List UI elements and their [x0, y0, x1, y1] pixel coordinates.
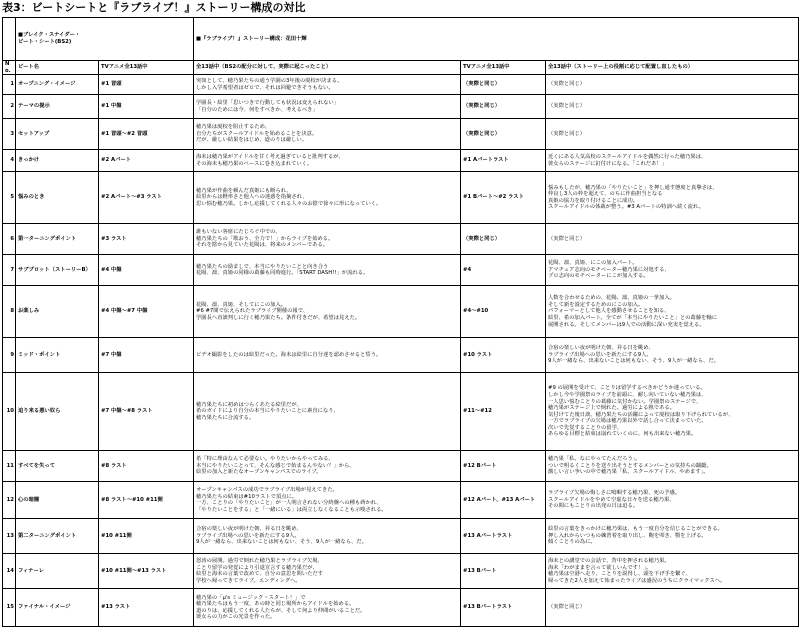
beat-name: フィナーレ: [16, 554, 99, 589]
table-row: [3, 482, 799, 519]
episode-range-rearranged: #4～#10: [461, 286, 546, 338]
beat-name: サブプロット（ストーリーB）: [16, 255, 99, 286]
column-header-row: [3, 61, 799, 75]
beat-name: 心の暗闇: [16, 482, 99, 519]
beat-name: 第二ターニングポイント: [16, 519, 99, 554]
table-row: [3, 224, 799, 255]
episode-range-rearranged: （実際と同じ）: [461, 224, 546, 255]
actual-story: 突如として、穂乃果たちの通う学園の3年後の廃校が決まる。 しかし入学希望者はゼロで、それは回避できそうもない。: [194, 75, 461, 95]
episode-range-rearranged: #1 Bパート～#2 ラスト: [461, 172, 546, 224]
table-row: [3, 255, 799, 286]
column-header: ビート名: [16, 61, 99, 75]
table-row: [3, 373, 799, 451]
episode-range-rearranged: #10 ラスト: [461, 338, 546, 373]
actual-story: 花陽、凛、真姫、そしてにこの加入。 #6 #7間で伝えられたラブライブ開催の報で、 学園長へ直談判しに行く穂乃果たち。条件付きだが、希望は見えた。: [194, 286, 461, 338]
table-row: [3, 286, 799, 338]
actual-story: 穂乃果たちの励ましで、本当にやりたいことと向き合う 花陽、凛、真姫の同様の葛藤も同時進行。「START DASH!!」が流れる。: [194, 255, 461, 286]
table-row: [3, 150, 799, 172]
episode-range: #8 ラスト: [99, 451, 194, 482]
episode-range-rearranged: #13 Aパートラスト: [461, 519, 546, 554]
document-title: 表3：ビートシートと『ラブライブ！』ストーリー構成の対比: [2, 1, 306, 14]
episode-range: #2 Aパート: [99, 150, 194, 172]
column-header: 全13話中（BS2の配分に対して、実際に起こったこと）: [194, 61, 461, 75]
episode-range: #1 中盤: [99, 95, 194, 119]
episode-range: #7 中盤: [99, 338, 194, 373]
table-row: [3, 519, 799, 554]
rearranged-story: （実際と同じ）: [546, 119, 799, 150]
actual-story: 穂乃果の「μ's ミュージック・スタート！」で 穂乃果たちはもう一度、あの時と同じ場所からアイドルを始める。 道のりは、応援してくれる人たちが、そして何より仲間がいることだ。 彼女らの力がこの光景を作った。: [194, 589, 461, 627]
beat-name: お楽しみ: [16, 286, 99, 338]
table-row: [3, 338, 799, 373]
row-number: 4: [3, 150, 16, 172]
table-row: [3, 119, 799, 150]
episode-range-rearranged: （実際と同じ）: [461, 75, 546, 95]
table-row: [3, 95, 799, 119]
row-number: 3: [3, 119, 16, 150]
beat-name: テーマの提示: [16, 95, 99, 119]
actual-story: 穂乃果が作曲を頼んだ真姫にも断られ、 絵里からは軽率さと他人への迷惑を指摘され、 思い悩む穂乃果。しかし応援してくれる人々のお陰で徐々に形になっていく。: [194, 172, 461, 224]
table-row: [3, 554, 799, 589]
rearranged-story: （実際と同じ）: [546, 75, 799, 95]
actual-story: 希「特に理由なんて必要ない。やりたいからやってみる、 本当にやりたいことって、そんな感じで始まるんやない？」から、 絵里の加入と新たなオープンキャンパスでのライブ。: [194, 451, 461, 482]
episode-range-rearranged: #12 Bパート: [461, 451, 546, 482]
actual-story: 穂乃果は廃校を阻止するため、 自分たちがスクールアイドルを始めることを決意。 だが、厳しい結果をはじめ、道のりは厳しい。: [194, 119, 461, 150]
rearranged-story: 花陽、凛、真姫、にこの加入パート。 アマチュア志向のモチベーター穂乃果に対処する、 プロ志向のモチベーターにこが加入する。: [546, 255, 799, 286]
column-header: TVアニメ全13話中: [461, 61, 546, 75]
rearranged-story: 近くにある人気高校のスクールアイドルを偶然に行った穂乃果は、 彼女らのステージに釘付けになる。「これだあ！」: [546, 150, 799, 172]
row-number: 10: [3, 373, 16, 451]
actual-story: ビデオ撮影をしたのは絵里だった。海未は絵里に自分達を認めさせると誓う。: [194, 338, 461, 373]
comparison-table: [2, 17, 799, 627]
actual-story: 海未は穂乃果がアイドルを甘く考え過ぎていると批判するが、 その海未も穂乃果のペースに巻き込まれていく。: [194, 150, 461, 172]
row-number: 13: [3, 519, 16, 554]
beat-name: ファイナル・イメージ: [16, 589, 99, 627]
rearranged-story: 人数を合わせるための、花陽、凛、真姫の一挙加入。 そして新を設定するためのにこの加入。 パフォーマーとして他人を感動させることを知る、 絵里、希の加入パート。全てが「本当にやりたいこと」との葛藤を軸に 展開される。そしてメンバーは9人での活動に深い充実を覚える。: [546, 286, 799, 338]
row-number: 9: [3, 338, 16, 373]
beat-name: セットアップ: [16, 119, 99, 150]
rearranged-story: （実際と同じ）: [546, 589, 799, 627]
actual-story: 穂乃果たちに初めはつらくあたる絵里だが、 希のガイドにより自分の本当にやりたいことに素直になり、 穂乃果たちに合流する。: [194, 373, 461, 451]
episode-range: #13 ラスト: [99, 589, 194, 627]
actual-story: 学園長・絵里「思いつきで行動しても状況は変えられない」 「自分のためには今、何をすべきか、考えるべき」: [194, 95, 461, 119]
episode-range-rearranged: （実際と同じ）: [461, 95, 546, 119]
actual-story: オープンキャンパスの成功でラブライブ出場が見えてきた。 穂乃果たちの結束は#10ラストで頂点に。 一方、ことりの「やりたいこと」が一人明言されない分終盤への種も蒔かれ、 「やりたいことをする」と「一緒にいる」は両立しなくなることも示唆される。: [194, 482, 461, 519]
episode-range: #8 ラスト～#10 #11開: [99, 482, 194, 519]
episode-range: #7 中盤～#8 ラスト: [99, 373, 194, 451]
row-number: 7: [3, 255, 16, 286]
table-top-header-row: [3, 18, 799, 61]
episode-range-rearranged: #13 Bパートラスト: [461, 589, 546, 627]
rearranged-story: （実際と同じ）: [546, 95, 799, 119]
table-row: [3, 451, 799, 482]
episode-range: #10 #11開～#13 ラスト: [99, 554, 194, 589]
episode-range-rearranged: #4: [461, 255, 546, 286]
rearranged-story: 海未との講堂での会話で、背中を押される穂乃果。 海未「わがままを言って欲しいんです！」。 穂乃果は空港へ走り、ことりを説得し、頭を下げ手を繋ぐ、 帰ってきた2人を加えて始まったライブは盛況のうちにクライマックスへ。: [546, 554, 799, 589]
actual-story: 誰もいない客席にたじろぐ中での、 穂乃果たちの「歌おう、全力で！」からライブを始める。 それを陰から見ていた花陽は、将来のメンバーである。: [194, 224, 461, 255]
rearranged-story: 穂乃果「私、なにやってたんだろう」。 ついで明るくことりを送り出そうとするメンバーとの気持ちの齟齬。 激しい言い争いの中で穂乃果「私、スクールアイドル、やめます」。: [546, 451, 799, 482]
row-number: 12: [3, 482, 16, 519]
bs2-header: ■ブレイク・スナイダー・ ビート・シート(BS2): [16, 18, 194, 61]
episode-range-rearranged: #12 Aパート、#13 Aパート: [461, 482, 546, 519]
row-number: 6: [3, 224, 16, 255]
table-row: [3, 172, 799, 224]
episode-range: #1 冒頭～#2 冒頭: [99, 119, 194, 150]
column-header: 全13話中（ストーリー上の役割に応じて配置し直したもの）: [546, 61, 799, 75]
column-header: No.: [3, 61, 16, 75]
row-number: 14: [3, 554, 16, 589]
beat-name: すべてを失って: [16, 451, 99, 482]
episode-range: #10 #11開: [99, 519, 194, 554]
table-row: [3, 75, 799, 95]
row-number: 2: [3, 95, 16, 119]
episode-range: #4 中盤: [99, 255, 194, 286]
row-number: 15: [3, 589, 16, 627]
table-row: [3, 589, 799, 627]
episode-range: #4 中盤～#7 中盤: [99, 286, 194, 338]
beat-name: 迫り来る悪い奴ら: [16, 373, 99, 451]
beat-name: ミッド・ポイント: [16, 338, 99, 373]
beat-name: 悩みのとき: [16, 172, 99, 224]
episode-range-rearranged: （実際と同じ）: [461, 119, 546, 150]
episode-range-rearranged: #13 Bパート: [461, 554, 546, 589]
rearranged-story: 合宿の楽しい夜が明けた朝、昇る日を眺め、 ラブライブ出場への思いを新たにする9人。 9人が一緒なら、出来ないことは何もない、そう、9人が一緒なら、だ。: [546, 338, 799, 373]
episode-range: #3 ラスト: [99, 224, 194, 255]
rearranged-story: 絵里の言葉をきっかけに穂乃果は、もう一度自分を信じることができる。 押し入れからいつもの練習着を取り出し、鞄を叩き、顎を上げる。 傾くことりの為に。: [546, 519, 799, 554]
rearranged-story: #9 の展開を受けて、ことりは留学するべきかどうか迷っている。 しかし今や学園祭のライブを前頭に、耐し向いていない穂乃果は、 一人思い悩むことりの葛藤に気付かない。学園祭のステージで、 穂乃果がステージ上で倒れた。過労による熱である。 気付けてた後日談、穂乃果たちの活躍によって廃校は取り下げられているが、 一方でラブライブの欠場は穂乃果以外で話し合って決まっていた。 次いで先覚することりの留学、 あらゆる目標と結束は崩れていくのに、何も出来ない穂乃果。: [546, 373, 799, 451]
beat-name: オープニング・イメージ: [16, 75, 99, 95]
beat-name: きっかけ: [16, 150, 99, 172]
row-number: 11: [3, 451, 16, 482]
row-number: 5: [3, 172, 16, 224]
actual-story: 合宿の楽しい夜が明けた朝、昇る日を眺め、 ラブライブ出場への思いを新たにする9人。 9人が一緒なら、出来ないことは何もない、そう、9人が一緒なら、だ。: [194, 519, 461, 554]
actual-story: 怒涛の展開。過労で倒れた穂乃果とラブライブ欠場、 ことり留学の発覚により引退宣言する穂乃果だが、 絵里と海未の言葉で改めて、自分の意思を問いただす 学校へ帰ってきてライブ。エンディングへ。: [194, 554, 461, 589]
rearranged-story: 悩みもしたが、穂乃果の「やりたいこと」を押し通す態度と真摯さは、 仲良し3人の枠を超えて、のちに作曲担当となる 真姫の協力を取り付けることに成功。 スクールアイドルの体裁が整う。#3 Aパートの特訓へ続く流れ。: [546, 172, 799, 224]
episode-range: #2 Aパート～#3 ラスト: [99, 172, 194, 224]
row-number: 1: [3, 75, 16, 95]
story-header: ■『ラブライブ！』ストーリー構成：花田十輝: [194, 18, 799, 61]
column-header: TVアニメ全13話中: [99, 61, 194, 75]
episode-range: #1 冒頭: [99, 75, 194, 95]
rearranged-story: （実際と同じ）: [546, 224, 799, 255]
episode-range-rearranged: #11～#12: [461, 373, 546, 451]
episode-range-rearranged: #1 Aパートラスト: [461, 150, 546, 172]
rearranged-story: ラブライブ欠場の悔しさに嗚咽する穂乃果、死の予感。 スクールアイドルをやめて空虚な日々を送る穂乃果、 その間にもことりの出発の日は迫る。: [546, 482, 799, 519]
row-number: 8: [3, 286, 16, 338]
beat-name: 第一ターニングポイント: [16, 224, 99, 255]
